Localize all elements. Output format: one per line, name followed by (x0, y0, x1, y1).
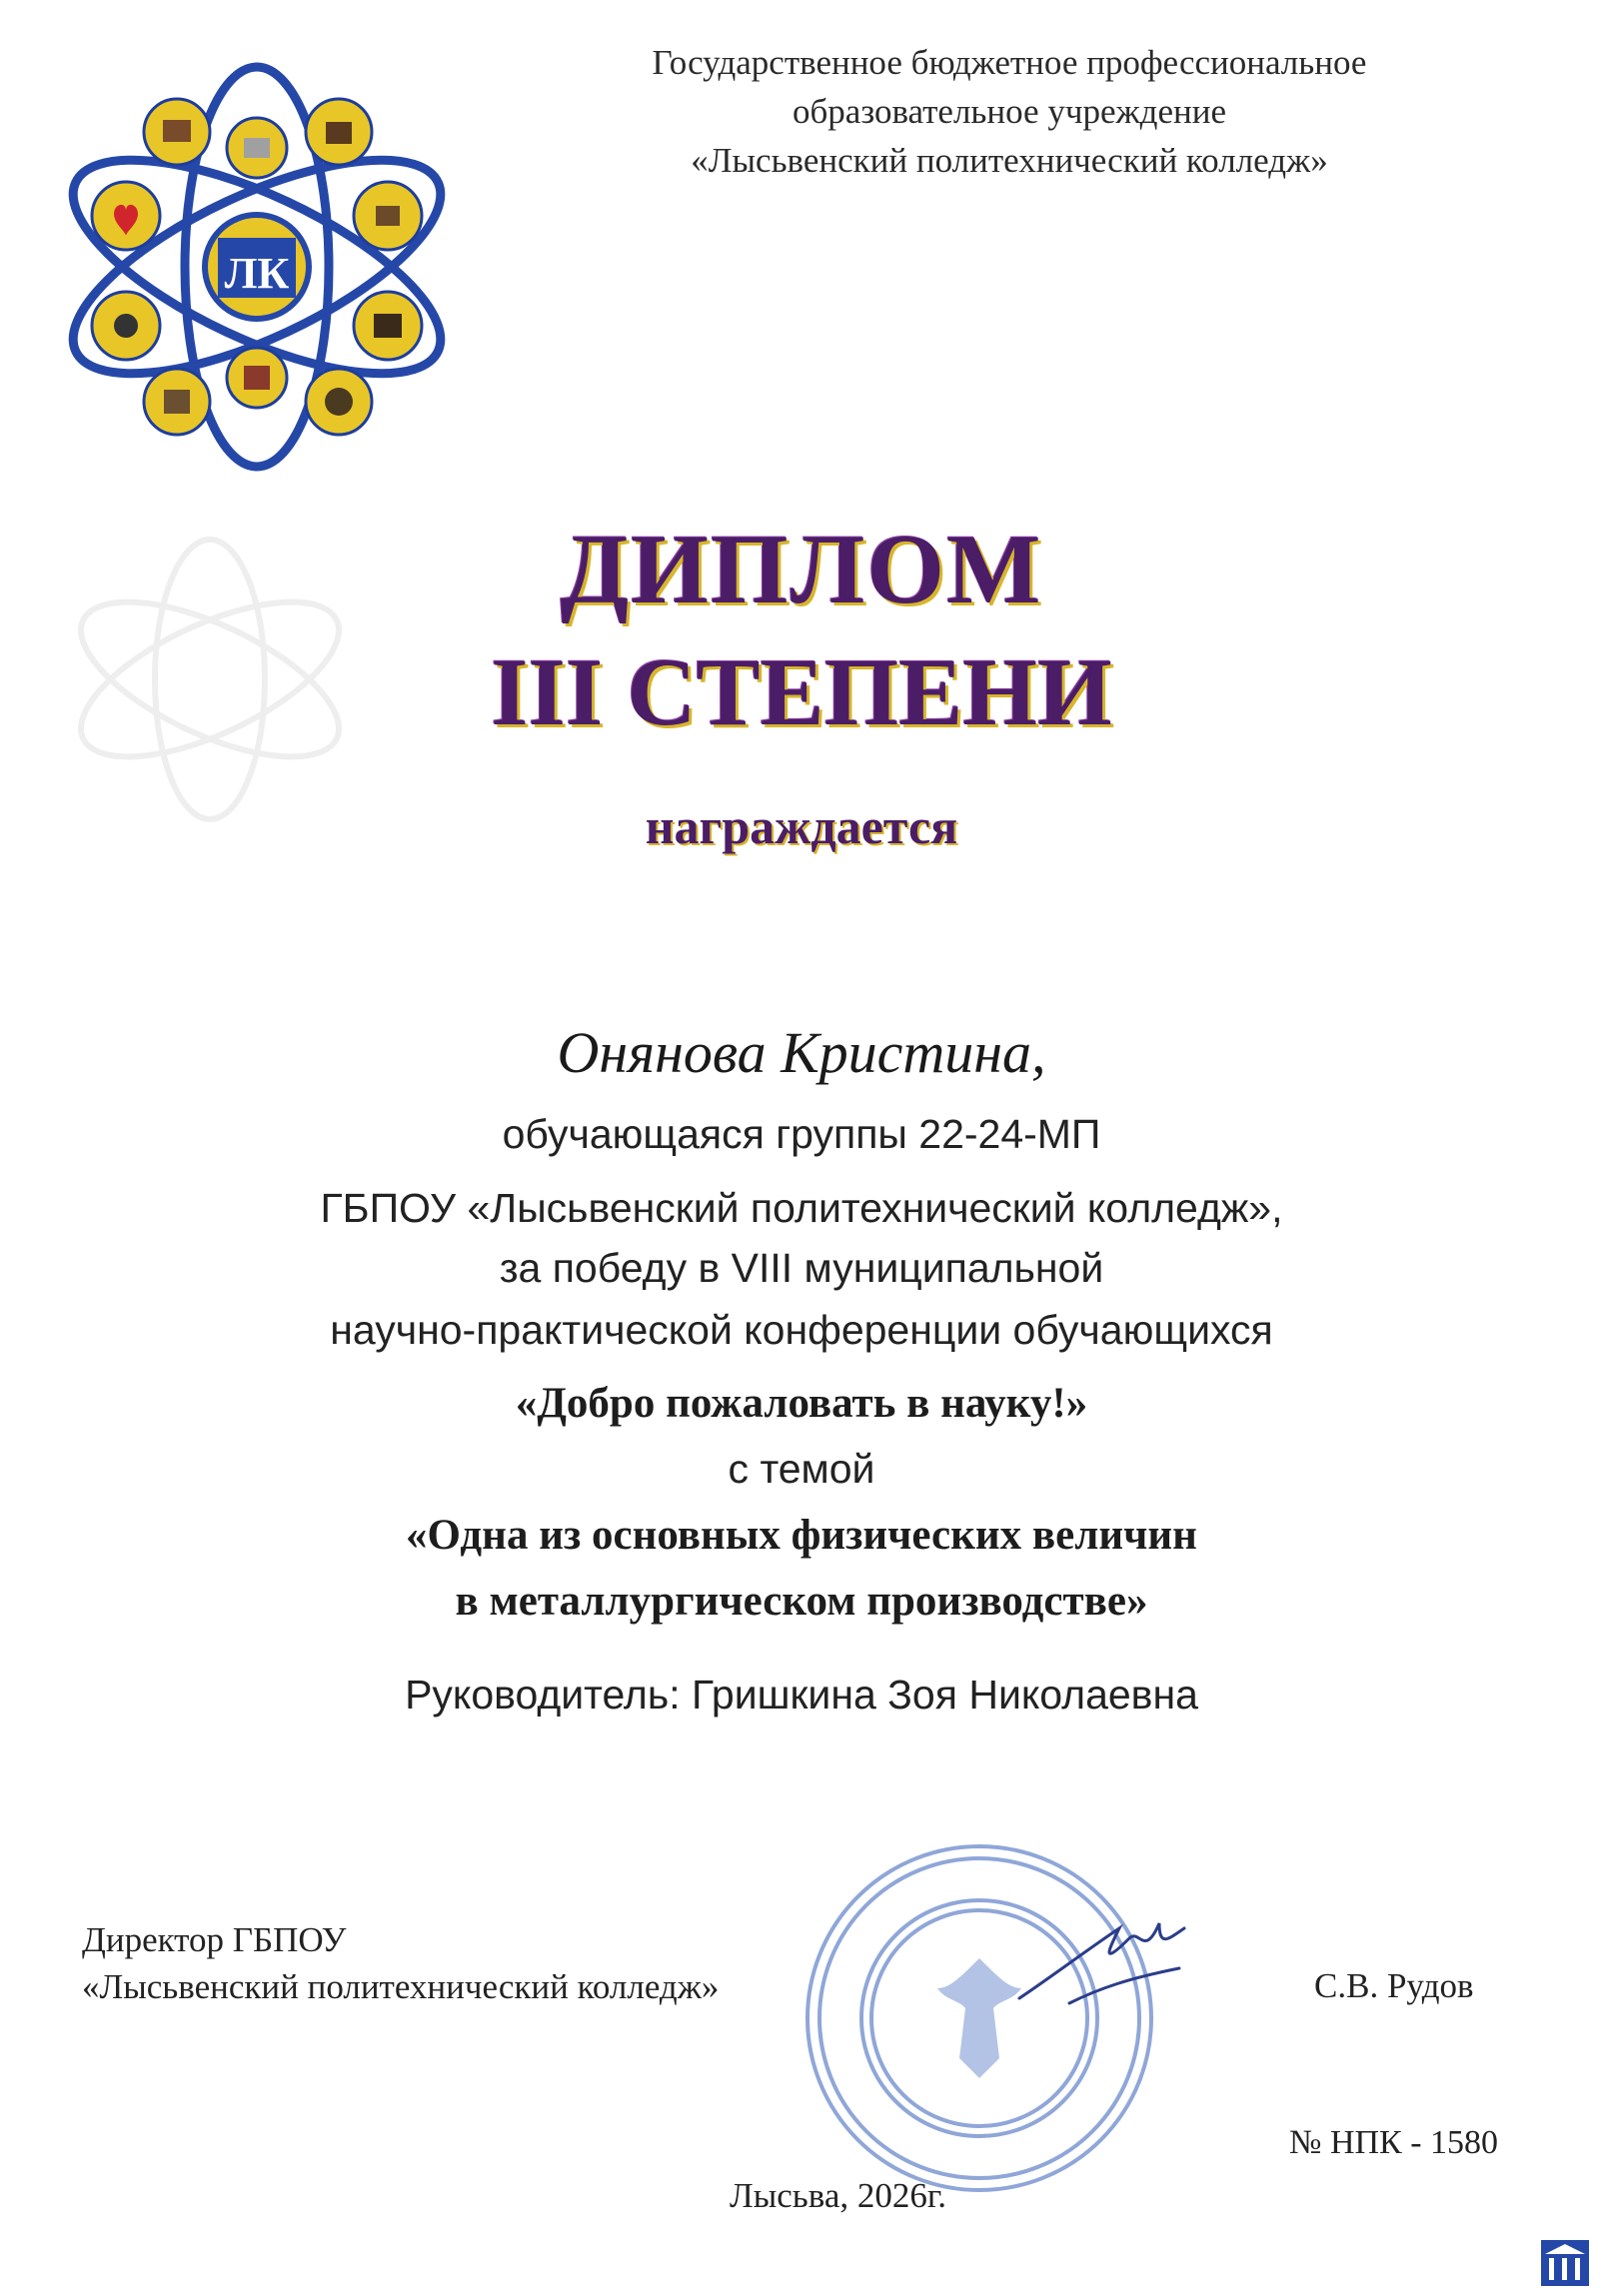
signatory-block (82, 1916, 719, 2010)
recipient-group: обучающаяся группы 22-24-МП (502, 1111, 1101, 1157)
official-stamp (800, 1838, 1159, 2198)
topic-line-2: в металлургическом производстве» (455, 1578, 1148, 1625)
signatory-name: С.В. Рудов (1314, 1966, 1474, 2005)
diploma-title: ДИПЛОМ (560, 514, 1043, 624)
place-date: Лысьва, 2026г. (730, 2176, 947, 2215)
supervisor: Руководитель: Гришкина Зоя Николаевна (405, 1672, 1198, 1718)
awarded-label: награждается (645, 798, 958, 854)
corner-college-icon (1539, 2238, 1591, 2288)
recipient-name: Онянова Кристина, (557, 1020, 1046, 1085)
organization-line-3: «Лысьвенский политехнический колледж» (691, 141, 1328, 180)
organization-header (560, 38, 1459, 185)
achievement-line-2: научно-практической конференции обучающихся (330, 1307, 1273, 1353)
organization-line-2: образовательное учреждение (792, 92, 1226, 131)
logo-letters: ЛК (224, 249, 290, 298)
certificate-number: № НПК - 1580 (1289, 2124, 1499, 2161)
conference-name: «Добро пожаловать в науку!» (515, 1380, 1088, 1427)
topic-label: с темой (728, 1446, 875, 1492)
signatory-title-1: Директор ГБПОУ (82, 1920, 347, 1959)
signatory-title-2: «Лысьвенский политехнический колледж» (82, 1967, 720, 2006)
achievement-line-1: за победу в VIII муниципальной (499, 1245, 1104, 1291)
college-logo (48, 58, 466, 476)
diploma-degree: III СТЕПЕНИ (491, 638, 1112, 745)
organization-line-1: Государственное бюджетное профессиональное (652, 43, 1367, 82)
director-signature (1009, 1908, 1199, 2018)
recipient-college: ГБПОУ «Лысьвенский политехнический колледж», (320, 1185, 1283, 1231)
topic-line-1: «Одна из основных физических величин (406, 1512, 1197, 1559)
